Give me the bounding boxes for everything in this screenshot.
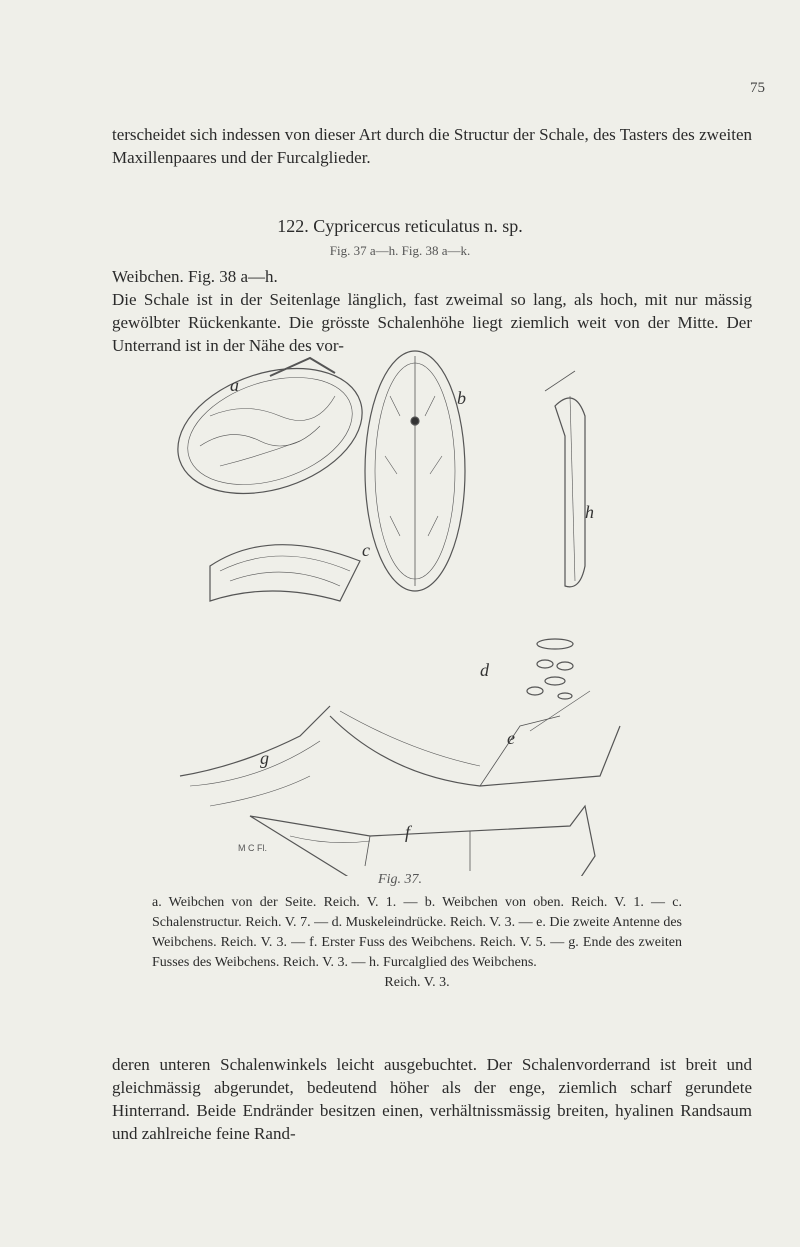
- figure-label-c: c: [362, 540, 370, 560]
- page-number: 75: [750, 80, 765, 96]
- figure-d-muscle-scars: [527, 639, 573, 699]
- figure-h-furcal: [545, 371, 585, 587]
- bottom-paragraph: deren unteren Schalenwinkels leicht ausgebuchtet. Der Schalenvorderrand ist breit und gleichmässig abgerundet, bedeutend höher als der enge, ziemlich scharf gerundete Hinterrand. Beide Endränder besitzen einen, verhältnissmässig breiten, hyalinen Randsaum und zahlreiche feine Rand-: [112, 1055, 752, 1143]
- figure-caption: [152, 893, 682, 993]
- caption-last-line: Reich. V. 3.: [384, 975, 450, 990]
- figure-label-a: a: [230, 375, 239, 395]
- figure-c-shell-structure: [210, 545, 360, 601]
- figure-g-foot-end: [180, 706, 330, 806]
- caption-title: Fig. 37.: [378, 872, 422, 887]
- figure-a-shell-side: [170, 346, 378, 515]
- female-label: Weibchen. Fig. 38 a—h.: [112, 267, 278, 286]
- figure-signature: M C Fl.: [238, 843, 267, 853]
- figure-label-h: h: [585, 502, 594, 522]
- figure-f-first-foot: [250, 806, 595, 876]
- figure-label-f: f: [405, 822, 411, 842]
- figure-label-d: d: [480, 660, 489, 680]
- description-paragraph: Die Schale ist in der Seitenlage länglich, fast zweimal so lang, als hoch, mit nur mässig gewölbter Rückenkante. Die grösste Schalenhöhe liegt ziemlich weit von der Mitte. Der Unterrand ist in der Nähe des vor-: [112, 290, 752, 355]
- figure-e-antenna: [330, 691, 620, 786]
- intro-paragraph: terscheidet sich indessen von dieser Art durch die Structur der Schale, des Tasters des zweiten Maxillenpaares und der Furcalglieder.: [112, 125, 752, 167]
- figure-illustration: [170, 336, 640, 876]
- figure-references: Fig. 37 a—h. Fig. 38 a—k.: [329, 243, 471, 258]
- figure-label-b: b: [457, 388, 466, 408]
- figure-b-shell-dorsal: [365, 351, 465, 591]
- figure-label-e: e: [507, 728, 515, 748]
- species-heading: 122. Cypricercus reticulatus n. sp.: [277, 216, 523, 236]
- figure-label-g: g: [260, 748, 269, 768]
- caption-text: a. Weibchen von der Seite. Reich. V. 1. — b. Weibchen von oben. Reich. V. 1. — c. Schalenstructur. Reich. V. 7. — d. Muskeleindrücke. Reich. V. 3. — e. Die zweite Antenne des Weibchens. Reich. V. 3. — f. Erster Fuss des Weibchens. Reich. V. 5. — g. Ende des zweiten Fusses des Weibchens. Reich. V. 3. — h. Furcalglied des Weibchens.: [152, 895, 682, 970]
